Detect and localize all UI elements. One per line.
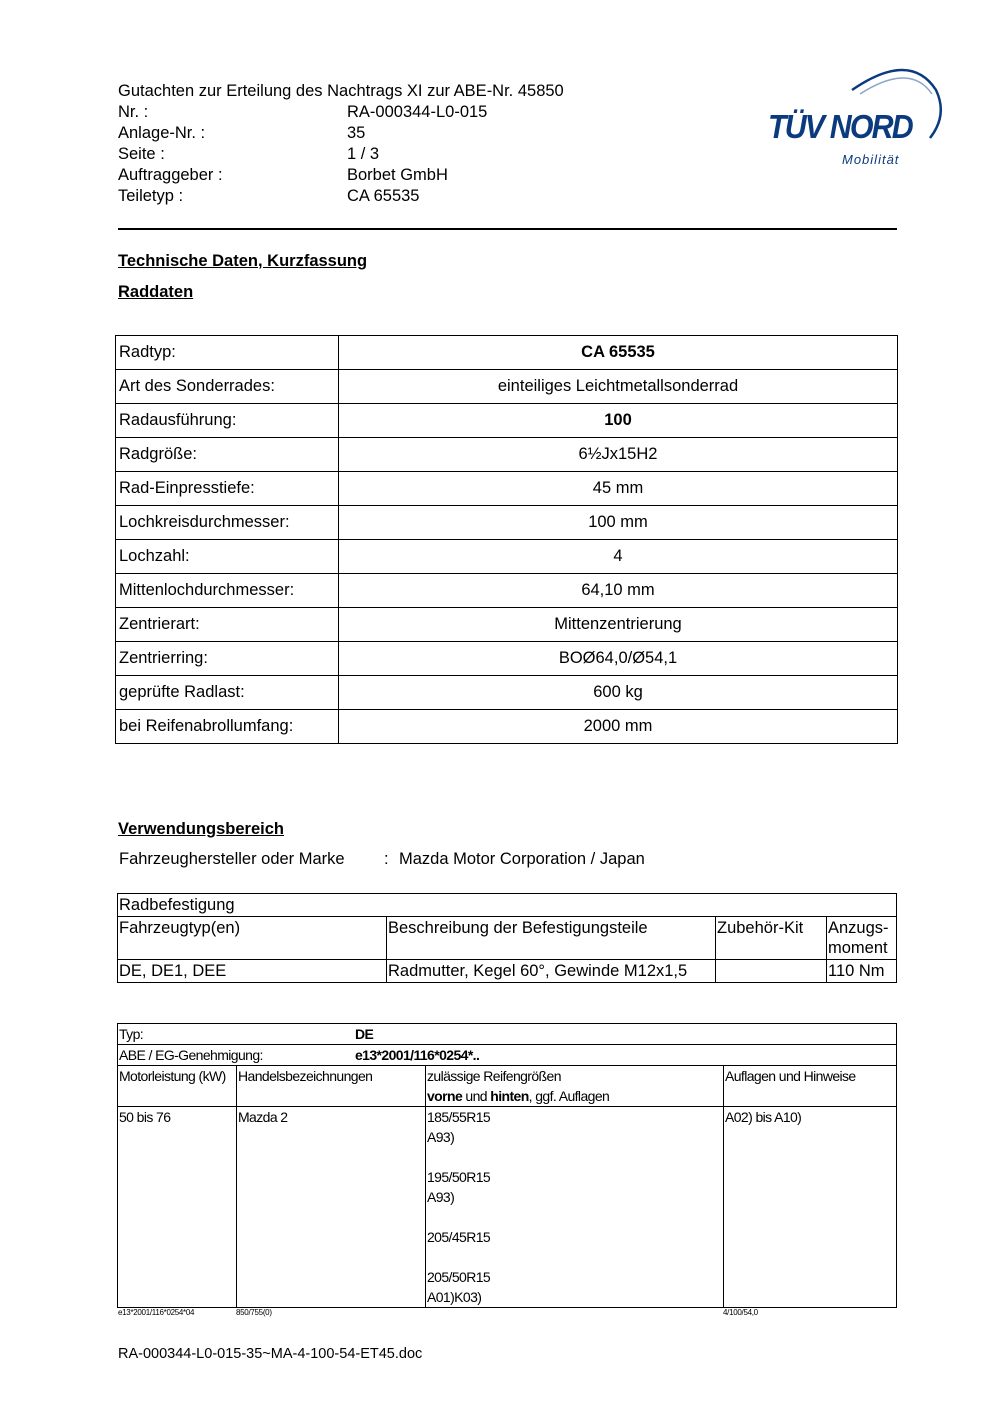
table-row (116, 676, 898, 710)
table-cell: Radmutter, Kegel 60°, Gewinde M12x1,5 (387, 960, 716, 983)
column-header: Beschreibung der Befestigungsteile (387, 917, 716, 960)
spacer (427, 1207, 722, 1227)
typ-value: DE (355, 1026, 374, 1042)
tire-size: 185/55R15 (427, 1109, 491, 1125)
wheel-label: Rad-Einpresstiefe: (116, 472, 339, 506)
table-header-row (118, 1066, 897, 1107)
vehicle-type-table (117, 1023, 897, 1308)
maker-label: Fahrzeughersteller oder Marke (119, 850, 345, 868)
wheel-value: 2000 mm (339, 710, 898, 744)
wheel-value: CA 65535 (339, 336, 898, 370)
table-row (118, 1045, 897, 1066)
header-row-auftraggeber (118, 165, 638, 186)
typ-row (118, 1024, 897, 1045)
footer-mid-code: 850/755(0) (236, 1308, 272, 1317)
wheel-label: Radtyp: (116, 336, 339, 370)
wheel-label: Lochkreisdurchmesser: (116, 506, 339, 540)
table-row (116, 710, 898, 744)
wheel-value: 45 mm (339, 472, 898, 506)
notes-cell: A02) bis A10) (724, 1107, 897, 1308)
vehicle-maker-line (119, 850, 645, 869)
tire-size: 205/50R15 (427, 1269, 491, 1285)
footer-right-code: 4/100/54,0 (723, 1308, 758, 1317)
table-row (118, 894, 897, 917)
mounting-title: Radbefestigung (118, 894, 897, 917)
name-cell: Mazda 2 (237, 1107, 426, 1308)
maker-separator: : (384, 850, 389, 868)
wheel-value: einteiliges Leichtmetallsonderrad (339, 370, 898, 404)
wheel-label: Art des Sonderrades: (116, 370, 339, 404)
wheel-value: 600 kg (339, 676, 898, 710)
table-row (118, 960, 897, 983)
abe-label: ABE / EG-Genehmigung: (119, 1047, 263, 1063)
header-row-seite (118, 144, 638, 165)
tires-header-front: vorne (427, 1088, 463, 1104)
header-title: Gutachten zur Erteilung des Nachtrags XI zur ABE-Nr. 45850 (118, 82, 564, 100)
tire-note: A93) (427, 1129, 455, 1145)
wheel-label: Mittenlochdurchmesser: (116, 574, 339, 608)
column-header: Zubehör-Kit (716, 917, 827, 960)
tires-header-line1: zulässige Reifengrößen (427, 1068, 561, 1084)
tires-header-and: und (462, 1088, 491, 1104)
wheel-mounting-table (117, 893, 897, 983)
section-title-raddaten: Raddaten (118, 283, 194, 301)
table-row (116, 574, 898, 608)
wheel-label: Zentrierring: (116, 642, 339, 676)
tuv-nord-logo (760, 60, 950, 175)
wheel-label: Radgröße: (116, 438, 339, 472)
wheel-label: Lochzahl: (116, 540, 339, 574)
table-row (116, 370, 898, 404)
tires-header-rear: hinten (490, 1088, 529, 1104)
wheel-value: BOØ64,0/Ø54,1 (339, 642, 898, 676)
abe-row (118, 1045, 897, 1066)
header-value: RA-000344-L0-015 (347, 103, 488, 121)
section-title-tech: Technische Daten, Kurzfassung (118, 252, 368, 270)
footer-approval-code: e13*2001/116*0254*04 (118, 1308, 195, 1317)
wheel-label: geprüfte Radlast: (116, 676, 339, 710)
header-value: 35 (347, 124, 366, 142)
table-row (116, 506, 898, 540)
document-header (118, 81, 638, 207)
header-row-anlage (118, 123, 638, 144)
table-row (116, 336, 898, 370)
section-title-usage: Verwendungsbereich (118, 820, 284, 838)
header-value: 1 / 3 (347, 145, 380, 163)
header-divider (118, 228, 897, 230)
tire-size: 195/50R15 (427, 1169, 491, 1185)
maker-value: Mazda Motor Corporation / Japan (399, 850, 645, 868)
wheel-label: bei Reifenabrollumfang: (116, 710, 339, 744)
tires-header-line2 (427, 1086, 722, 1106)
wheel-value: 6½Jx15H2 (339, 438, 898, 472)
column-header: Auflagen und Hinweise (724, 1066, 897, 1107)
table-row (116, 642, 898, 676)
wheel-value: Mittenzentrierung (339, 608, 898, 642)
tire-note: A93) (427, 1189, 455, 1205)
header-label: Nr. : (118, 103, 149, 121)
table-row (116, 404, 898, 438)
wheel-value: 4 (339, 540, 898, 574)
header-label: Anlage-Nr. : (118, 124, 206, 142)
wheel-value: 100 (339, 404, 898, 438)
spacer (427, 1247, 722, 1267)
column-header: Motorleistung (kW) (118, 1066, 237, 1107)
tires-cell (426, 1107, 724, 1308)
wheel-value: 100 mm (339, 506, 898, 540)
tire-size: 205/45R15 (427, 1229, 491, 1245)
column-header: Fahrzeugtyp(en) (118, 917, 387, 960)
column-header: Handelsbezeichnungen (237, 1066, 426, 1107)
typ-label: Typ: (119, 1026, 144, 1042)
logo-subtitle: Mobilität (842, 152, 900, 167)
column-header-tires (426, 1066, 724, 1107)
header-label: Auftraggeber : (118, 166, 223, 184)
tire-note: A01)K03) (427, 1289, 482, 1305)
wheel-data-table (115, 335, 898, 744)
wheel-label: Zentrierart: (116, 608, 339, 642)
wheel-label: Radausführung: (116, 404, 339, 438)
table-cell: DE, DE1, DEE (118, 960, 387, 983)
table-cell (716, 960, 827, 983)
header-label: Teiletyp : (118, 187, 184, 205)
table-cell: 110 Nm (827, 960, 897, 983)
abe-value: e13*2001/116*0254*.. (355, 1047, 480, 1063)
header-row-teiletyp (118, 186, 638, 207)
header-row-nr (118, 102, 638, 123)
power-cell: 50 bis 76 (118, 1107, 237, 1308)
header-label: Seite : (118, 145, 165, 163)
logo-wordmark: TÜV NORD (768, 108, 912, 145)
tires-header-suffix: , ggf. Auflagen (528, 1088, 610, 1104)
table-row (116, 438, 898, 472)
document-filename: RA-000344-L0-015-35~MA-4-100-54-ET45.doc (118, 1346, 423, 1362)
header-value: Borbet GmbH (347, 166, 448, 184)
header-value: CA 65535 (347, 187, 420, 205)
table-header-row (118, 917, 897, 960)
table-row (116, 540, 898, 574)
table-row (118, 1024, 897, 1045)
wheel-value: 64,10 mm (339, 574, 898, 608)
table-row (116, 608, 898, 642)
column-header: Anzugs-moment (827, 917, 897, 960)
spacer (427, 1147, 722, 1167)
table-row (118, 1107, 897, 1308)
table-row (116, 472, 898, 506)
